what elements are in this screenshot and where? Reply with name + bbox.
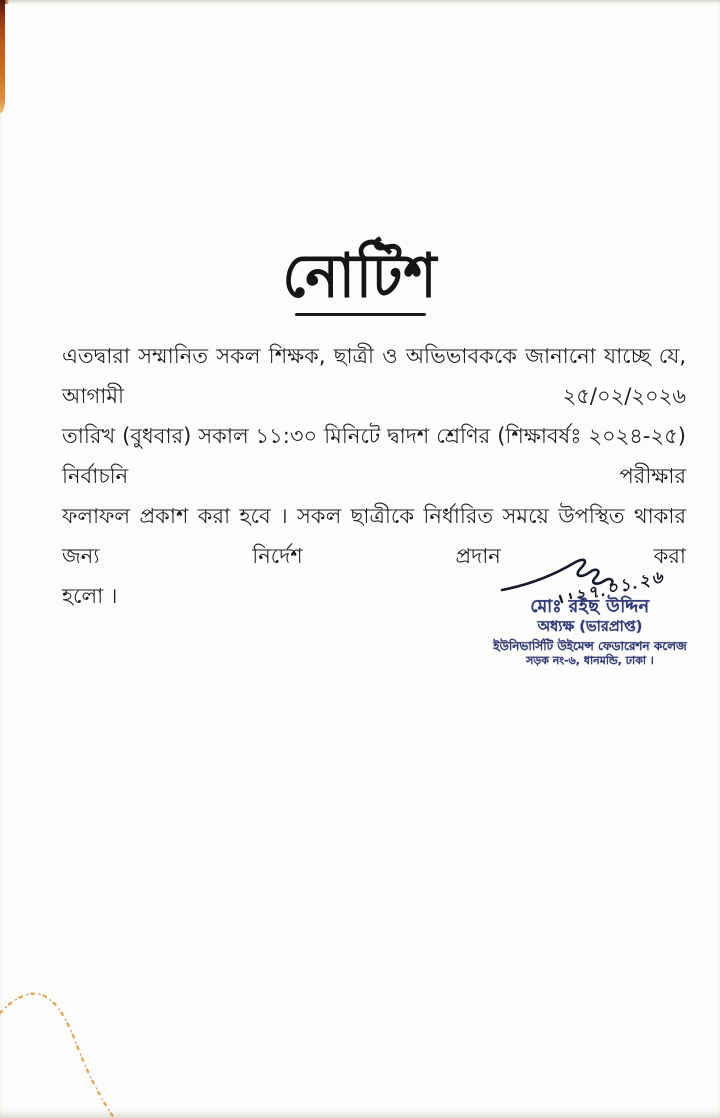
dotted-paper-edge-curve (0, 952, 150, 1118)
body-line-3: ফলাফল প্রকাশ করা হবে । সকল ছাত্রীকে নির্ধারিত সময়ে উপস্থিত থাকার জন্য নির্দেশ প্রদান করা (62, 504, 686, 568)
table-edge-strip (0, 0, 5, 113)
body-line-1: এতদ্বারা সম্মানিত সকল শিক্ষক, ছাত্রী ও অভিভাবককে জানানো যাচ্ছে যে, আগামী ২৫/০২/২০২৬ (62, 344, 686, 408)
signatory-designation: অধ্যক্ষ (ভারপ্রাপ্ত) (537, 619, 643, 635)
notice-title: নোটিশ (282, 241, 438, 312)
body-line-2: তারিখ (বুধবার) সকাল ১১:৩০ মিনিটে দ্বাদশ শ্রেণির (শিক্ষাবর্ষঃ ২০২৪-২৫) নির্বাচনি পরীক্ষার (62, 424, 686, 488)
signature-stamp (482, 597, 698, 668)
notice-title-wrap (0, 241, 720, 316)
signatory-name: মোঃ রইছ উদ্দিন (530, 597, 650, 617)
bottom-shadow (0, 1108, 720, 1118)
body-line-4: হলো । (62, 584, 118, 608)
institution-name: ইউনিভার্সিটি উইমেন্স ফেডারেশন কলেজ (493, 639, 687, 653)
handwritten-date: ২৭.০১.২৬ (572, 566, 667, 607)
title-underline (295, 313, 426, 316)
institution-address: সড়ক নং-৬, ধানমন্ডি, ঢাকা । (526, 654, 654, 667)
